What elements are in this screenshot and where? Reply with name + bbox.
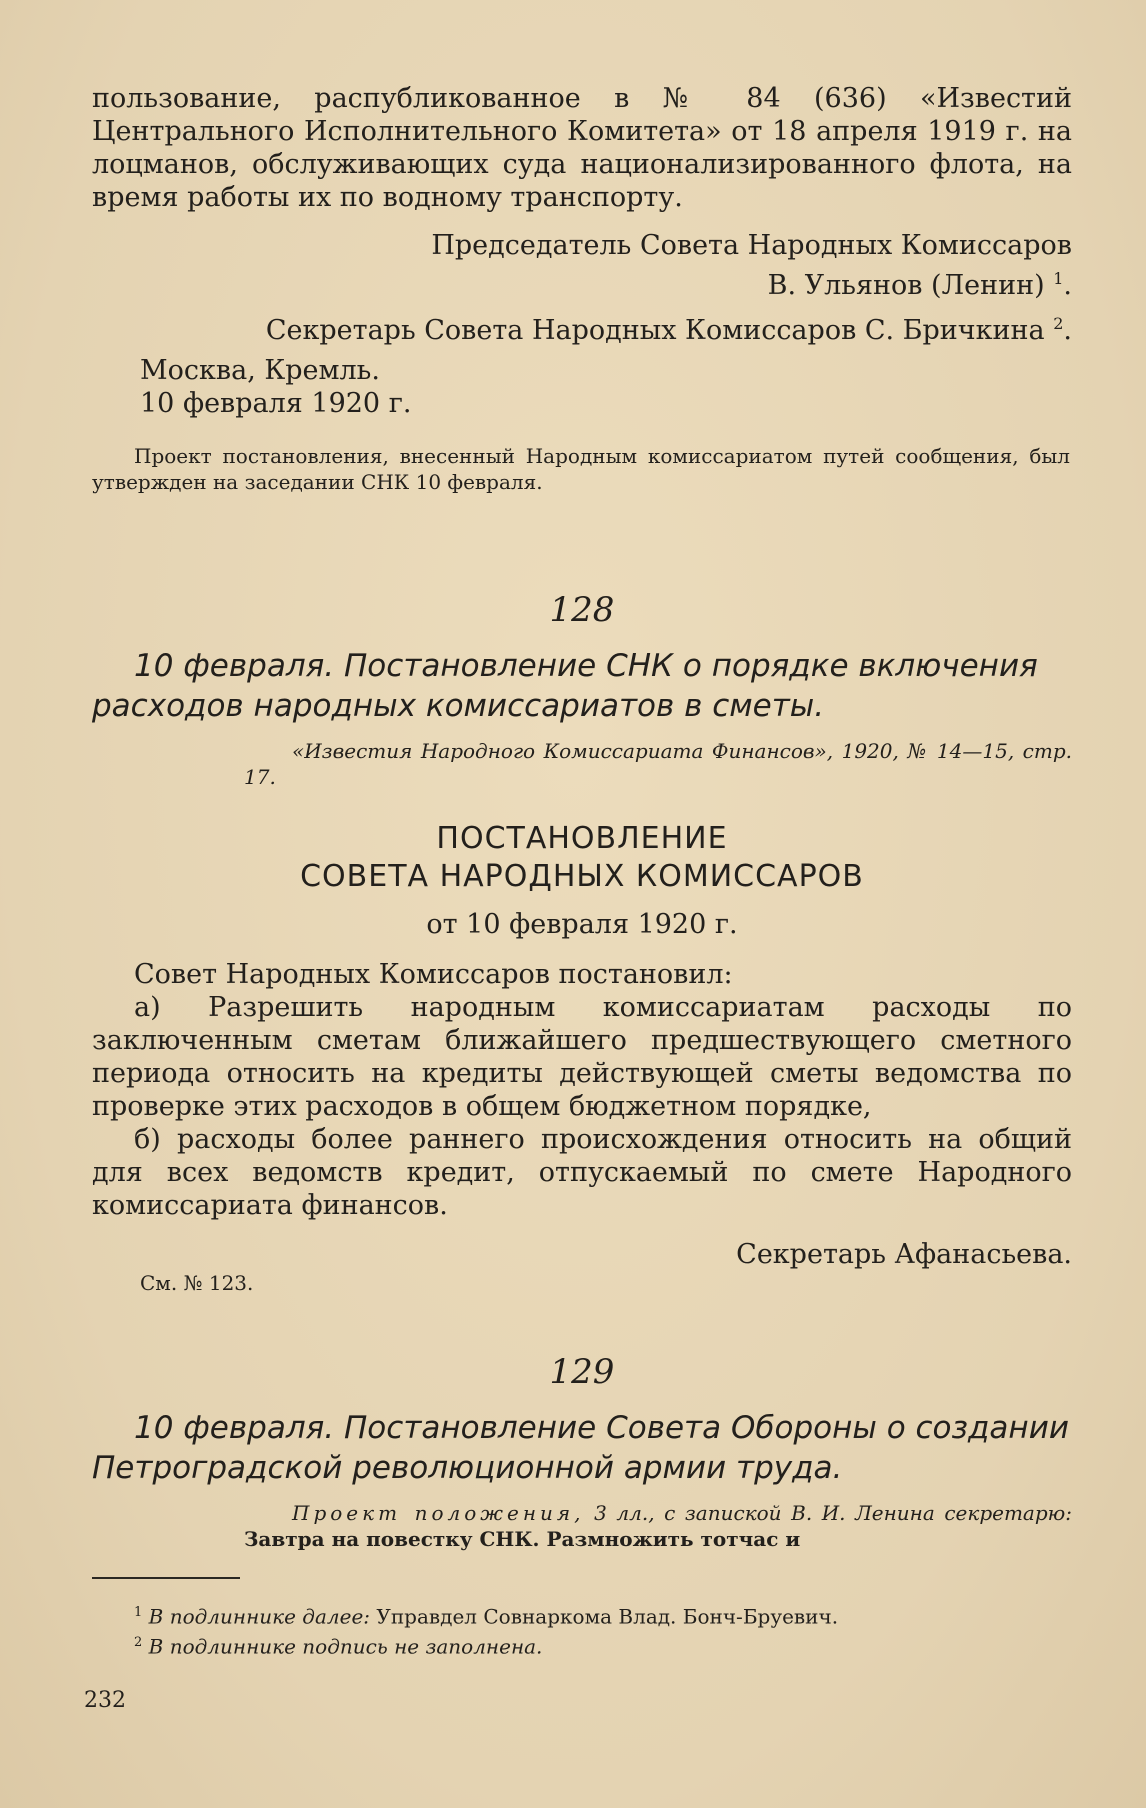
- editorial-note: [92, 443, 1070, 495]
- doc-title-128: [92, 646, 1072, 726]
- chair-name: В. Ульянов (Ленин): [767, 270, 1045, 301]
- footnote-ref-1: 1: [1053, 269, 1064, 288]
- footnote-rule: [92, 1577, 240, 1579]
- heading-date: от 10 февраля 1920 г.: [426, 909, 738, 940]
- decree-intro: Совет Народных Комиссаров постановил:: [134, 959, 733, 990]
- footnote-1-num: 1: [134, 1605, 143, 1620]
- doc-number-128: 128: [549, 590, 615, 630]
- decree-item-b: б) расходы более раннего происхождения относить на общий для всех ведомств кредит, отпускаемый по смете Народного комиссариата финансов.: [92, 1124, 1072, 1221]
- place-date: [140, 354, 540, 420]
- footnotes: [134, 1600, 1072, 1659]
- footnote-2-italic: В подлиннике подпись не заполнена.: [148, 1634, 543, 1659]
- place: Москва, Кремль.: [140, 355, 380, 386]
- page-number: 232: [84, 1688, 126, 1713]
- footnote-1: [134, 1600, 1072, 1630]
- doc-source-128: [244, 738, 1072, 790]
- footnote-2: [134, 1630, 1072, 1660]
- footnote-1-italic: В подлиннике далее:: [148, 1604, 371, 1629]
- doc-title-128-text: 10 февраля. Постановление СНК о порядке включения расходов народных комиссариатов в сметы.: [92, 648, 1038, 724]
- heading-line-2: СОВЕТА НАРОДНЫХ КОМИССАРОВ: [300, 859, 864, 894]
- decree-item-a: а) Разрешить народным комиссариатам расходы по заключенным сметам ближайшего предшествующего сметного периода относить на кредиты действующей сметы ведомства по проверке этих расходов в общем бюджетном порядке,: [92, 992, 1072, 1122]
- doc-title-129-text: 10 февраля. Постановление Совета Обороны о создании Петроградской революционной армии труда.: [92, 1410, 1069, 1486]
- source-129-italic: 3 лл., с запиской В. И. Ленина секретарю:: [594, 1501, 1072, 1525]
- continuation-paragraph: [92, 82, 1072, 214]
- doc-number-129: 129: [549, 1352, 615, 1392]
- secretary-text: Секретарь Совета Народных Комиссаров С. Бричкина: [265, 315, 1045, 346]
- cross-reference: См. № 123.: [140, 1271, 254, 1295]
- doc-title-129: [92, 1408, 1072, 1488]
- chair-signature: [92, 229, 1072, 302]
- chair-title: Председатель Совета Народных Комиссаров: [431, 230, 1072, 261]
- decree-signature: Секретарь Афанасьева.: [736, 1239, 1072, 1270]
- source-129-bold: Завтра на повестку СНК. Размножить тотчас и: [244, 1527, 801, 1551]
- source-129-spaced: Проект положения,: [292, 1501, 585, 1525]
- doc-heading: [92, 820, 1072, 896]
- source-128-text: «Известия Народного Комиссариата Финансов», 1920, № 14—15, стр. 17.: [244, 739, 1072, 789]
- note-text: Проект постановления, внесенный Народным комиссариатом путей сообщения, был утвержден на заседании СНК 10 февраля.: [92, 444, 1070, 494]
- decree-body: [92, 958, 1072, 1222]
- footnote-ref-2: 2: [1053, 314, 1064, 333]
- secretary-signature: Секретарь Совета Народных Комиссаров С. Бричкина $^2$.: [265, 314, 1072, 346]
- doc-source-129: [244, 1500, 1072, 1552]
- footnote-2-num: 2: [134, 1634, 143, 1650]
- date: 10 февраля 1920 г.: [140, 388, 412, 419]
- heading-line-1: ПОСТАНОВЛЕНИЕ: [436, 821, 728, 856]
- continuation-text: пользование, распубликованное в № 84 (636) «Известий Центрального Исполнительного Комитета» от 18 апреля 1919 г. на лоцманов, обслуживающих суда национализированного флота, на время работы их по водному транспорту.: [92, 83, 1072, 213]
- chair-name-line: В. Ульянов (Ленин) $^1$.: [767, 269, 1072, 301]
- footnote-1-text: Управдел Совнаркома Влад. Бонч-Бруевич.: [376, 1604, 839, 1629]
